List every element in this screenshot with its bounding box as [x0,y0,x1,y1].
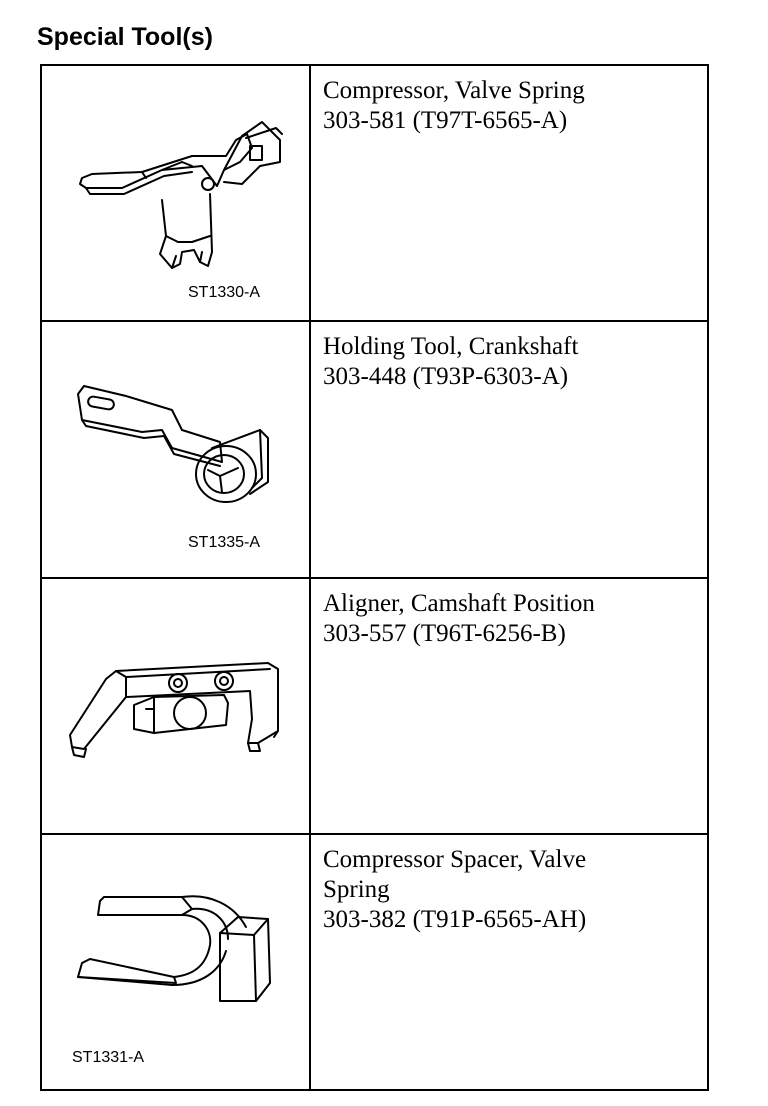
tool-part-number: 303-557 (T96T-6256-B) [323,619,566,647]
tool-illustration-cell [41,578,310,834]
tool-part-number: 303-382 (T91P-6565-AH) [323,905,587,933]
tool-illustration-cell [41,321,310,577]
valve-spring-compressor-illustration [42,66,309,322]
tool-name: Compressor Spacer, Valve [323,845,587,873]
tool-description-cell [310,834,708,1090]
figure-label: ST1330-A [188,284,261,301]
camshaft-position-aligner-illustration [42,579,309,835]
section-heading: Special Tool(s) [37,23,213,51]
tool-illustration-cell [41,65,310,321]
tool-name-continued: Spring [323,875,390,903]
tool-row [41,321,708,577]
figure-label: ST1331-A [72,1048,145,1066]
special-tools-table [40,64,709,1091]
crankshaft-holding-tool-illustration [42,322,309,578]
figure-label: ST1335-A [188,534,261,552]
tool-part-number: 303-581 (T97T-6565-A) [323,107,568,134]
tool-name: Compressor, Valve Spring [323,77,585,104]
tool-description-cell [310,578,708,834]
tool-name: Holding Tool, Crankshaft [323,333,579,361]
tool-row [41,65,708,321]
tool-description-cell [310,65,708,321]
tool-row [41,578,708,834]
tool-part-number: 303-448 (T93P-6303-A) [323,363,569,391]
tool-row [41,834,708,1090]
tool-description-cell [310,321,708,577]
tool-illustration-cell [41,834,310,1090]
tool-name: Aligner, Camshaft Position [323,589,595,617]
